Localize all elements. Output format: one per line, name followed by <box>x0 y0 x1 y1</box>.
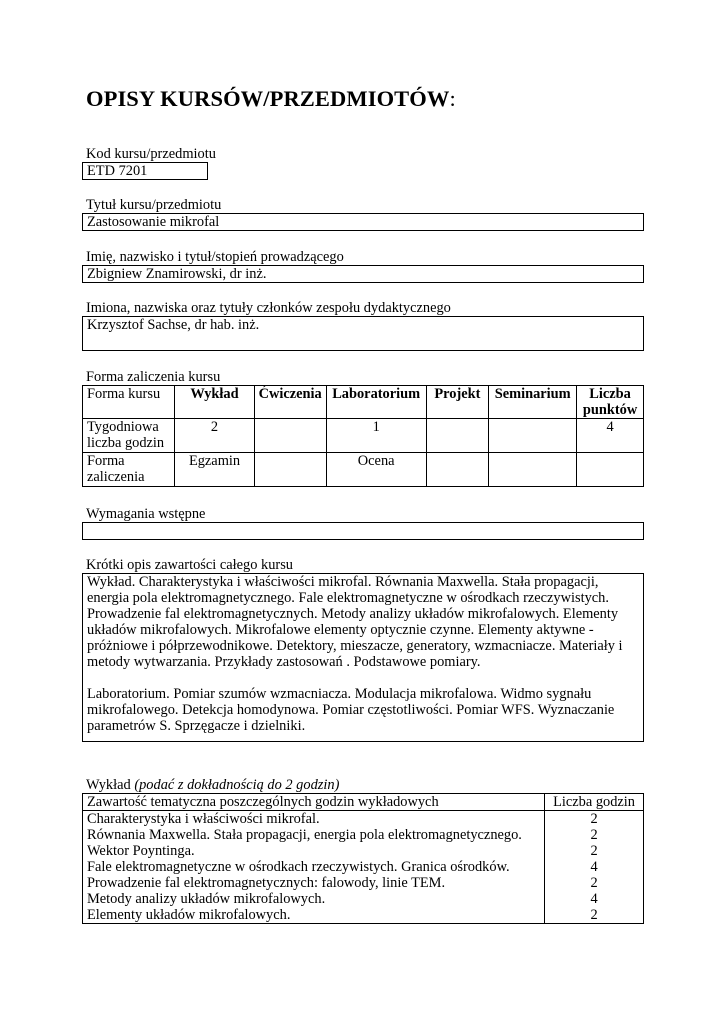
lecture-topics-cell <box>83 811 545 924</box>
lecture-hours-cell <box>545 811 644 924</box>
list-item: Prowadzenie fal elektromagnetycznych: falowody, linie TEM. <box>87 875 446 891</box>
table-cell <box>254 453 326 487</box>
form-table-header <box>83 386 644 419</box>
list-item: Fale elektromagnetyczne w ośrodkach rzeczywistych. Granica ośrodków. <box>87 859 510 875</box>
list-item: Charakterystyka i właściwości mikrofal. <box>87 811 320 827</box>
table-cell: Forma zaliczenia <box>83 453 175 487</box>
lecture-table <box>82 793 644 924</box>
table-cell: Tygodniowa liczba godzin <box>83 419 175 453</box>
lecturer-field: Zbigniew Znamirowski, dr inż. <box>82 265 644 283</box>
summary-paragraph-lab: Laboratorium. Pomiar szumów wzmacniacza. Modulacja mikrofalowa. Widmo sygnału mikrofalowego. Detekcja homodynowa. Pomiar częstotliwości. Pomiar WFS. Wyznaczanie parametrów S. Sprzęgacze i dzielniki. <box>87 686 615 734</box>
table-cell: 2 <box>175 419 254 453</box>
requirements-label: Wymagania wstępne <box>86 506 206 522</box>
list-item: Równania Maxwella. Stała propagacji, energia pola elektromagnetycznego. <box>87 827 522 843</box>
summary-label: Krótki opis zawartości całego kursu <box>86 557 294 573</box>
course-title-label: Tytuł kursu/przedmiotu <box>86 197 222 213</box>
table-cell: 1 <box>326 419 426 453</box>
lecture-topics-row <box>83 811 644 924</box>
hours-value: 2 <box>590 811 598 827</box>
page-title: OPISY KURSÓW/PRZEDMIOTÓW: <box>86 86 456 111</box>
header-cell: Forma kursu <box>83 386 175 419</box>
list-item: Metody analizy układów mikrofalowych. <box>87 891 326 907</box>
header-cell: Wykład <box>175 386 254 419</box>
lecture-label: Wykład (podać z dokładnością do 2 godzin) <box>86 777 340 793</box>
header-cell: Liczba godzin <box>545 794 644 811</box>
course-title-field: Zastosowanie mikrofal <box>82 213 644 231</box>
course-code-field: ETD 7201 <box>82 162 208 180</box>
header-cell: Liczba punktów <box>577 386 644 419</box>
lecture-table-header <box>83 794 644 811</box>
list-item: Wektor Poyntinga. <box>87 843 195 859</box>
list-item: Elementy układów mikrofalowych. <box>87 907 291 923</box>
hours-value: 2 <box>590 827 598 843</box>
lecturer-label: Imię, nazwisko i tytuł/stopień prowadzącego <box>86 249 344 265</box>
table-cell <box>254 419 326 453</box>
header-cell: Projekt <box>426 386 489 419</box>
table-cell: 4 <box>577 419 644 453</box>
hours-value: 2 <box>590 843 598 859</box>
header-cell: Ćwiczenia <box>254 386 326 419</box>
hours-value: 4 <box>590 891 598 907</box>
course-code-label: Kod kursu/przedmiotu <box>86 146 216 162</box>
hours-value: 2 <box>590 875 598 891</box>
header-cell: Seminarium <box>489 386 577 419</box>
hours-value: 4 <box>590 859 598 875</box>
team-field: Krzysztof Sachse, dr hab. inż. <box>82 316 644 351</box>
hours-value: 2 <box>590 907 598 923</box>
table-cell <box>577 453 644 487</box>
table-row <box>83 419 644 453</box>
team-label: Imiona, nazwiska oraz tytuły członków zespołu dydaktycznego <box>86 300 451 316</box>
lecture-label-note: (podać z dokładnością do 2 godzin) <box>134 777 340 793</box>
table-cell: Egzamin <box>175 453 254 487</box>
table-row <box>83 453 644 487</box>
header-cell: Laboratorium <box>326 386 426 419</box>
header-cell: Zawartość tematyczna poszczególnych godzin wykładowych <box>83 794 545 811</box>
summary-paragraph-lecture: Wykład. Charakterystyka i właściwości mikrofal. Równania Maxwella. Stała propagacji, energia pola elektromagnetycznego. Fale elektromagnetyczne w ośrodkach rzeczywistych. Prowadzenie fal elektromagnetycznych. Metody analizy układów mikrofalowych. Elementy układów mikrofalowych. Mikrofalowe elementy optycznie czynne. Elementy aktywne - próżniowe i półprzewodnikowe. Detektory, mieszacze, generatory, wzmacniacze. Materiały i metody wytwarzania. Przykłady zastosowań . Podstawowe pomiary. <box>87 574 623 670</box>
table-cell <box>426 453 489 487</box>
form-label: Forma zaliczenia kursu <box>86 369 221 385</box>
table-cell: Ocena <box>326 453 426 487</box>
summary-field <box>82 573 644 742</box>
requirements-field <box>82 522 644 540</box>
table-cell <box>489 419 577 453</box>
form-table <box>82 385 644 487</box>
table-cell <box>426 419 489 453</box>
table-cell <box>489 453 577 487</box>
